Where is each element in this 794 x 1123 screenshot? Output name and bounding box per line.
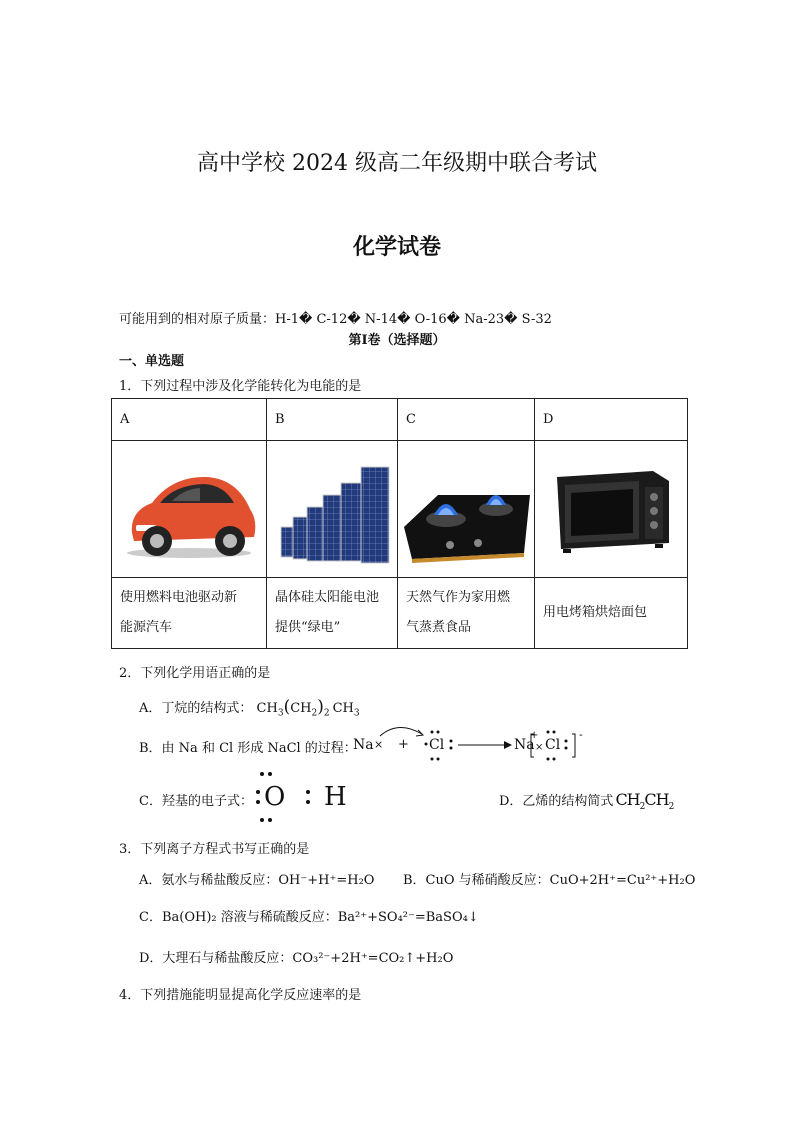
q1-col-b-label: B — [267, 399, 398, 441]
q1-table — [111, 398, 688, 649]
sodium-ion-charge: + — [530, 730, 539, 741]
gas-stove-icon — [398, 441, 534, 577]
q2-option-b-label: B．由 Na 和 Cl 形成 NaCl 的过程： — [139, 741, 357, 756]
hydroxyl-electron-formula — [256, 770, 356, 826]
ethylene-formula: $CH_2CH_2$ — [615, 790, 674, 813]
atomic-masses: 可能用到的相对原子质量：H-1� C-12� N-14� O-16� Na-23� S-32 — [119, 312, 552, 327]
nacl-formation-diagram — [350, 724, 610, 764]
q2-option-a: A．丁烷的结构式： $CH_3(CH_2)_2$ $CH_3$ — [139, 697, 360, 719]
q3-stem: 3．下列离子方程式书写正确的是 — [119, 842, 310, 857]
section-title: 一、单选题 — [119, 354, 185, 369]
q1-col-c-desc: 天然气作为家用燃 气蒸煮食品 — [398, 578, 535, 649]
q2-option-c-label: C．羟基的电子式： — [139, 794, 253, 809]
q1-col-c-label: C — [398, 399, 535, 441]
q3-option-d: D．大理石与稀盐酸反应：CO₃²⁻+2H⁺=CO₂↑+H₂O — [139, 951, 454, 966]
gas-stove-image — [398, 441, 535, 578]
q1-col-d-desc: 用电烤箱烘焙面包 — [535, 578, 688, 649]
electric-oven-image — [535, 441, 688, 578]
chlorine-symbol: Cl — [429, 737, 445, 753]
q2-stem: 2．下列化学用语正确的是 — [119, 666, 271, 681]
q3-option-a: A．氨水与稀盐酸反应：OH⁻+H⁺=H₂O — [139, 873, 375, 888]
q3-option-b: B．CuO 与稀硝酸反应：CuO+2H⁺=Cu²⁺+H₂O — [403, 873, 696, 888]
ion-electron-cross: × — [535, 742, 544, 753]
q1-col-b-desc: 晶体硅太阳能电池 提供“绿电” — [267, 578, 398, 649]
q1-col-a-desc: 使用燃料电池驱动新 能源汽车 — [112, 578, 267, 649]
electric-car-image — [112, 441, 267, 578]
q1-col-d-label: D — [535, 399, 688, 441]
sodium-symbol: Na — [353, 737, 374, 753]
electron-cross: × — [374, 738, 384, 751]
volume-title: 第Ⅰ卷（选择题） — [348, 333, 446, 348]
electric-oven-icon — [535, 441, 687, 577]
exam-title: 高中学校 2024 级高二年级期中联合考试 — [197, 151, 597, 176]
exam-subtitle: 化学试卷 — [352, 234, 441, 260]
hydrogen-symbol: H — [324, 782, 347, 812]
q1-col-a-label: A — [112, 399, 267, 441]
butane-formula: $CH_3(CH_2)_2$ $CH_3$ — [256, 697, 360, 719]
q3-option-c: C．Ba(OH)₂ 溶液与稀硫酸反应：Ba²⁺+SO₄²⁻=BaSO₄↓ — [139, 910, 479, 925]
chloride-ion-symbol: Cl — [545, 737, 561, 753]
q1-stem: 1．下列过程中涉及化学能转化为电能的是 — [119, 379, 362, 394]
sodium-ion-symbol: Na — [514, 737, 535, 753]
plus-sign: + — [398, 737, 409, 752]
q2-option-d: D．乙烯的结构简式 $CH_2CH_2$ — [499, 790, 674, 813]
solar-panels-image — [267, 441, 398, 578]
chloride-ion-charge: - — [579, 728, 583, 741]
oxygen-symbol: O — [264, 782, 286, 812]
solar-panel-icon — [267, 441, 397, 577]
q4-stem: 4．下列措施能明显提高化学反应速率的是 — [119, 988, 362, 1003]
electric-car-icon — [112, 441, 266, 577]
